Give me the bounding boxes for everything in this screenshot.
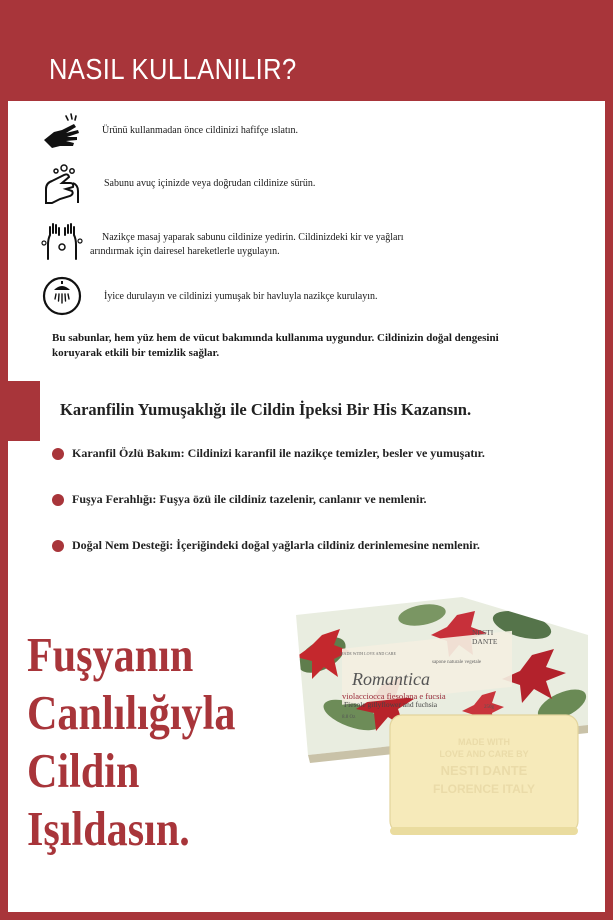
brand-line: NESTI <box>472 628 494 637</box>
benefit-text: Doğal Nem Desteği: İçeriğindeki doğal yağlarla cildiniz derinlemesine nemlenir. <box>72 538 480 552</box>
box-weight: 8.8 Oz <box>342 715 356 720</box>
box-subtitle: violacciocca fiesolana e fucsia <box>342 691 446 701</box>
step-wet-skin <box>40 110 600 154</box>
slogan <box>27 626 235 858</box>
benefit-item <box>52 538 572 558</box>
soap-embossing: MADE WITH <box>458 737 510 747</box>
usage-note-line: koruyarak etkili bir temizlik sağlar. <box>52 347 220 359</box>
usage-note-line: Bu sabunlar, hem yüz hem de vücut bakımında kullanıma uygundur. Cildinizin doğal dengesini <box>52 332 499 344</box>
step-rinse <box>40 274 600 318</box>
step-text-line: arındırmak için dairesel hareketlerle uygulayın. <box>90 246 280 257</box>
slogan-line: Fuşyanın <box>27 627 194 682</box>
box-tagline: MADE WITH LOVE AND CARE <box>340 651 396 656</box>
box-weight: 250g <box>484 705 494 710</box>
bullet-dot-icon <box>52 448 64 460</box>
benefits-heading: Karanfilin Yumuşaklığı ile Cildin İpeksi Bir His Kazansın. <box>60 400 472 419</box>
product-image <box>282 595 602 845</box>
box-subtitle: Fiesole gillyflower and fuchsia <box>344 700 438 709</box>
benefit-item <box>52 446 572 466</box>
benefit-text: Fuşya Ferahlığı: Fuşya özü ile cildiniz tazelenir, canlanır ve nemlenir. <box>72 492 427 506</box>
slogan-line: Cildin <box>27 743 140 798</box>
bullet-dot-icon <box>52 540 64 552</box>
box-kind: sapone naturale vegetale <box>432 660 482 665</box>
benefit-text: Karanfil Özlü Bakım: Cildinizi karanfil ile nazikçe temizler, besler ve yumuşatır. <box>72 446 485 460</box>
benefit-item <box>52 492 572 512</box>
bullet-dot-icon <box>52 494 64 506</box>
slogan-line: Işıldasın. <box>27 801 190 856</box>
step-text: İyice durulayın ve cildinizi yumuşak bir havluyla nazikçe kurulayın. <box>104 291 378 302</box>
hands-lather-icon <box>40 163 84 207</box>
hands-massage-icon <box>40 219 84 263</box>
step-text: Ürünü kullanmadan önce cildinizi hafifçe ıslatın. <box>102 125 299 136</box>
step-text <box>90 231 404 259</box>
hand-water-icon <box>40 110 84 154</box>
step-massage <box>40 219 600 263</box>
shower-icon <box>40 274 84 318</box>
step-apply-soap <box>40 163 600 207</box>
usage-note <box>52 331 552 361</box>
section-side-tab <box>0 381 40 441</box>
box-name: Romantica <box>352 669 430 689</box>
step-text-line: Nazikçe masaj yaparak sabunu cildinize yedirin. Cildinizdeki kir ve yağları <box>102 232 404 243</box>
soap-embossing: LOVE AND CARE BY <box>439 749 529 759</box>
soap-embossing: FLORENCE ITALY <box>432 782 536 796</box>
soap-embossing: NESTI DANTE <box>440 763 528 778</box>
page-title: NASIL KULLANILIR? <box>49 54 297 86</box>
slogan-line: Canlılığıyla <box>27 685 236 740</box>
brand-line: DANTE <box>472 637 498 646</box>
step-text: Sabunu avuç içinizde veya doğrudan cildinize sürün. <box>104 178 316 189</box>
